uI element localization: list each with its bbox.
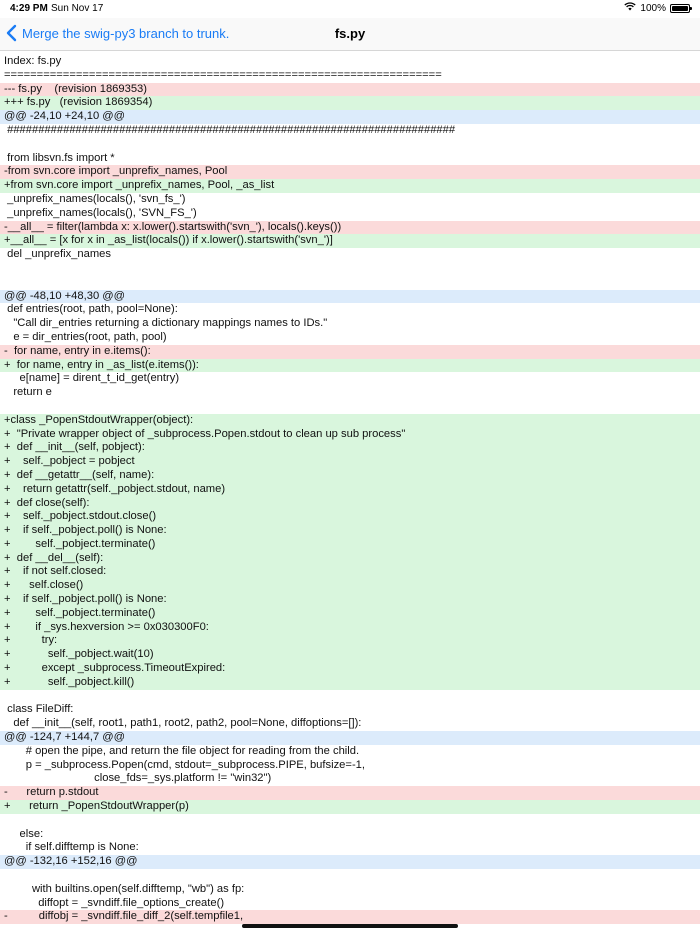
wifi-icon <box>624 2 636 14</box>
diff-line-added: + return getattr(self._pobject.stdout, name) <box>0 483 700 497</box>
diff-line-context <box>0 262 700 276</box>
battery-fill <box>672 6 688 11</box>
diff-line-context: if self.difftemp is None: <box>4 841 139 854</box>
diff-line-added: +from svn.core import _unprefix_names, Pool, _as_list <box>0 179 700 193</box>
diff-line-context <box>0 400 700 414</box>
diff-line-context: with builtins.open(self.difftemp, "wb") as fp: <box>4 882 245 895</box>
diff-line-context: _unprefix_names(locals(), 'svn_fs_') <box>4 192 186 205</box>
diff-line-added: + def __getattr__(self, name): <box>0 469 700 483</box>
diff-line-context <box>0 690 700 704</box>
page-title: fs.py <box>334 26 366 41</box>
diff-line-added: + def __del__(self): <box>0 552 700 566</box>
diff-line-added: + if _sys.hexversion >= 0x030300F0: <box>0 621 700 635</box>
diff-line-added: + if self._pobject.poll() is None: <box>0 524 700 538</box>
diff-line-added: + if self._pobject.poll() is None: <box>0 593 700 607</box>
diff-line-context: diffopt = _svndiff.file_options_create() <box>4 896 225 909</box>
diff-line-context: from libsvn.fs import * <box>4 151 115 164</box>
battery-icon <box>670 4 690 13</box>
diff-line-hunk-header: @@ -24,10 +24,10 @@ <box>0 110 700 124</box>
diff-line-hunk-header: @@ -132,16 +152,16 @@ <box>0 855 700 869</box>
status-time: 4:29 PM <box>10 3 48 14</box>
diff-line-context: return e <box>4 386 52 399</box>
diff-line-added: + "Private wrapper object of _subprocess.Popen.stdout to clean up sub process" <box>0 428 700 442</box>
diff-line-added: +++ fs.py (revision 1869354) <box>0 96 700 110</box>
diff-view[interactable] <box>0 55 700 924</box>
diff-line-context: e = dir_entries(root, path, pool) <box>4 330 167 343</box>
battery-percent: 100% <box>640 2 666 14</box>
diff-line-deleted: - diffobj = _svndiff.file_diff_2(self.tempfile1, <box>0 910 700 924</box>
home-indicator[interactable] <box>242 924 458 928</box>
status-date: Sun Nov 17 <box>51 3 104 14</box>
diff-line-added: + self._pobject.wait(10) <box>0 648 700 662</box>
chevron-left-icon <box>6 24 17 42</box>
status-right <box>624 2 690 14</box>
diff-line-added: + self._pobject = pobject <box>0 455 700 469</box>
diff-line-added: + def __init__(self, pobject): <box>0 441 700 455</box>
diff-line-context: # open the pipe, and return the file object for reading from the child. <box>4 744 360 757</box>
diff-line-added: +class _PopenStdoutWrapper(object): <box>0 414 700 428</box>
diff-line-added: + try: <box>0 634 700 648</box>
diff-line-added: + def close(self): <box>0 497 700 511</box>
diff-line-context <box>0 869 700 883</box>
diff-line-added: + self._pobject.kill() <box>0 676 700 690</box>
back-button[interactable] <box>6 24 229 42</box>
diff-line-added: + self._pobject.terminate() <box>0 538 700 552</box>
navigation-bar <box>0 18 700 51</box>
diff-line-context: else: <box>4 827 44 840</box>
diff-line-context: del _unprefix_names <box>4 248 111 261</box>
diff-line-added: + except _subprocess.TimeoutExpired: <box>0 662 700 676</box>
diff-line-deleted: --- fs.py (revision 1869353) <box>0 83 700 97</box>
diff-line-added: + for name, entry in _as_list(e.items()): <box>0 359 700 373</box>
diff-line-context <box>0 276 700 290</box>
diff-line-context: p = _subprocess.Popen(cmd, stdout=_subprocess.PIPE, bufsize=-1, <box>4 758 365 771</box>
diff-line-added: + if not self.closed: <box>0 565 700 579</box>
diff-line-context: close_fds=_sys.platform != "win32") <box>4 772 272 785</box>
diff-line-context: class FileDiff: <box>4 703 74 716</box>
diff-line-context <box>0 138 700 152</box>
diff-line-added: + self._pobject.stdout.close() <box>0 510 700 524</box>
status-bar <box>0 0 700 18</box>
back-button-label: Merge the swig-py3 branch to trunk. <box>22 25 230 41</box>
diff-line-added: + return _PopenStdoutWrapper(p) <box>0 800 700 814</box>
diff-line-context: "Call dir_entries returning a dictionary mappings names to IDs." <box>4 317 328 330</box>
diff-line-deleted: - return p.stdout <box>0 786 700 800</box>
diff-line-deleted: -__all__ = filter(lambda x: x.lower().startswith('svn_'), locals().keys()) <box>0 221 700 235</box>
diff-line-context: Index: fs.py <box>4 55 62 67</box>
diff-line-context: e[name] = dirent_t_id_get(entry) <box>4 372 180 385</box>
diff-line-added: +__all__ = [x for x in _as_list(locals()) if x.lower().startswith('svn_')] <box>0 234 700 248</box>
diff-line-context: =================================================================== <box>4 68 442 81</box>
diff-line-context <box>0 814 700 828</box>
diff-line-context: ######################################################################## <box>4 123 456 136</box>
diff-line-context: def entries(root, path, pool=None): <box>4 303 178 316</box>
diff-line-context: def __init__(self, root1, path1, root2, path2, pool=None, diffoptions=[]): <box>4 717 362 730</box>
diff-line-hunk-header: @@ -48,10 +48,30 @@ <box>0 290 700 304</box>
diff-line-hunk-header: @@ -124,7 +144,7 @@ <box>0 731 700 745</box>
diff-line-deleted: -from svn.core import _unprefix_names, Pool <box>0 165 700 179</box>
diff-line-added: + self.close() <box>0 579 700 593</box>
diff-line-added: + self._pobject.terminate() <box>0 607 700 621</box>
diff-line-deleted: - for name, entry in e.items(): <box>0 345 700 359</box>
diff-line-context: _unprefix_names(locals(), 'SVN_FS_') <box>4 206 197 219</box>
